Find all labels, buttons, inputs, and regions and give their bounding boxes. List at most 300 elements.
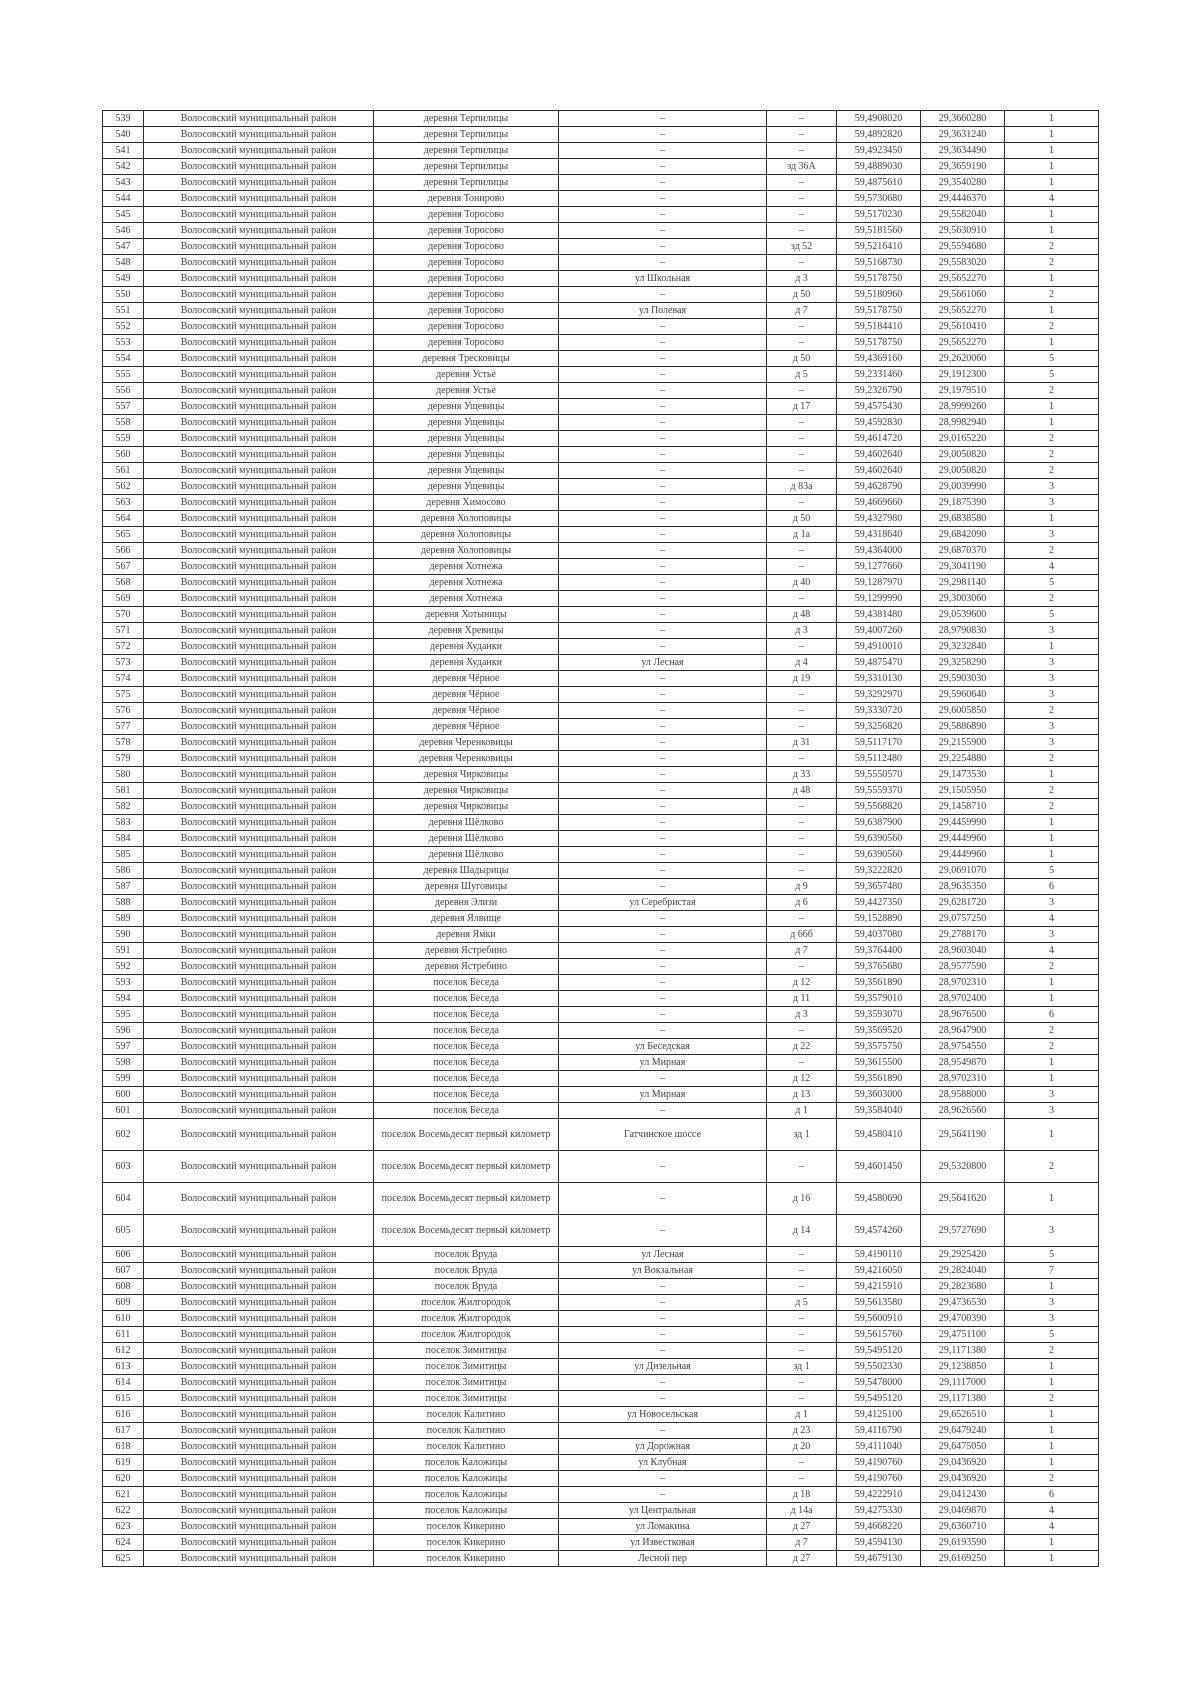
cell-latitude: 59,3569520 [837,1023,921,1039]
cell-house: д 17 [767,399,837,415]
cell-house: – [767,463,837,479]
cell-longitude: 29,1171380 [921,1391,1005,1407]
cell-district: Волосовский муниципальный район [144,911,374,927]
cell-street: – [559,127,767,143]
cell-district: Волосовский муниципальный район [144,303,374,319]
cell-locality: деревня Тресковицы [374,351,559,367]
cell-district: Волосовский муниципальный район [144,895,374,911]
cell-house: д 22 [767,1039,837,1055]
cell-district: Волосовский муниципальный район [144,463,374,479]
cell-street: ул Лесная [559,655,767,671]
cell-street: – [559,191,767,207]
table-row [103,431,1099,447]
cell-locality: деревня Торосово [374,255,559,271]
cell-district: Волосовский муниципальный район [144,1263,374,1279]
cell-row-number: 583 [103,815,144,831]
cell-district: Волосовский муниципальный район [144,111,374,127]
cell-latitude: 59,3593070 [837,1007,921,1023]
cell-latitude: 59,5559370 [837,783,921,799]
cell-locality: деревня Чирковицы [374,767,559,783]
cell-count: 1 [1005,1407,1099,1423]
cell-house: – [767,831,837,847]
cell-count: 1 [1005,335,1099,351]
cell-longitude: 29,0050820 [921,447,1005,463]
cell-latitude: 59,2331460 [837,367,921,383]
cell-row-number: 577 [103,719,144,735]
cell-street: – [559,495,767,511]
cell-latitude: 59,3561890 [837,975,921,991]
cell-latitude: 59,6390560 [837,831,921,847]
cell-longitude: 29,5630910 [921,223,1005,239]
cell-district: Волосовский муниципальный район [144,191,374,207]
table-row [103,719,1099,735]
cell-district: Волосовский муниципальный район [144,367,374,383]
cell-latitude: 59,5184410 [837,319,921,335]
cell-street: – [559,991,767,1007]
table-row [103,527,1099,543]
cell-district: Волосовский муниципальный район [144,207,374,223]
cell-district: Волосовский муниципальный район [144,175,374,191]
cell-district: Волосовский муниципальный район [144,1503,374,1519]
table-row [103,111,1099,127]
cell-street: – [559,1375,767,1391]
cell-longitude: 29,3540280 [921,175,1005,191]
cell-street: – [559,1007,767,1023]
cell-latitude: 59,4190760 [837,1471,921,1487]
cell-locality: поселок Зимитицы [374,1343,559,1359]
table-row [103,1455,1099,1471]
cell-house: зд 1 [767,1119,837,1151]
table-row [103,399,1099,415]
cell-row-number: 539 [103,111,144,127]
cell-longitude: 29,1505950 [921,783,1005,799]
cell-row-number: 557 [103,399,144,415]
cell-house: д 1а [767,527,837,543]
cell-row-number: 591 [103,943,144,959]
cell-latitude: 59,4602640 [837,447,921,463]
cell-row-number: 595 [103,1007,144,1023]
cell-count: 1 [1005,1359,1099,1375]
cell-district: Волосовский муниципальный район [144,1407,374,1423]
cell-latitude: 59,4216050 [837,1263,921,1279]
cell-district: Волосовский муниципальный район [144,1439,374,1455]
cell-street: – [559,255,767,271]
cell-row-number: 620 [103,1471,144,1487]
cell-row-number: 598 [103,1055,144,1071]
cell-latitude: 59,5112480 [837,751,921,767]
cell-locality: деревня Ялвище [374,911,559,927]
cell-longitude: 28,9577590 [921,959,1005,975]
cell-street: – [559,975,767,991]
cell-house: д 19 [767,671,837,687]
table-row [103,655,1099,671]
cell-count: 6 [1005,879,1099,895]
cell-house: – [767,447,837,463]
cell-district: Волосовский муниципальный район [144,271,374,287]
table-row [103,1407,1099,1423]
cell-district: Волосовский муниципальный район [144,431,374,447]
cell-house: – [767,111,837,127]
cell-longitude: 29,2620060 [921,351,1005,367]
cell-row-number: 599 [103,1071,144,1087]
cell-count: 3 [1005,735,1099,751]
cell-district: Волосовский муниципальный район [144,1343,374,1359]
cell-locality: поселок Калитино [374,1439,559,1455]
table-row [103,1311,1099,1327]
cell-locality: деревня Черенковицы [374,751,559,767]
cell-house: – [767,639,837,655]
cell-locality: деревня Тонирово [374,191,559,207]
cell-house: – [767,335,837,351]
cell-row-number: 619 [103,1455,144,1471]
cell-count: 5 [1005,863,1099,879]
cell-house: д 33 [767,767,837,783]
cell-street: ул Новосельская [559,1407,767,1423]
cell-locality: деревня Холоповицы [374,543,559,559]
cell-house: – [767,207,837,223]
cell-locality: деревня Химосово [374,495,559,511]
cell-count: 5 [1005,607,1099,623]
cell-street: – [559,783,767,799]
cell-row-number: 551 [103,303,144,319]
cell-count: 1 [1005,1375,1099,1391]
cell-street: ул Беседская [559,1039,767,1055]
cell-latitude: 59,4580690 [837,1183,921,1215]
cell-district: Волосовский муниципальный район [144,399,374,415]
cell-district: Волосовский муниципальный район [144,783,374,799]
cell-latitude: 59,4592830 [837,415,921,431]
cell-longitude: 28,9702310 [921,975,1005,991]
cell-row-number: 604 [103,1183,144,1215]
cell-house: – [767,1055,837,1071]
cell-locality: деревня Чёрное [374,703,559,719]
cell-street: – [559,431,767,447]
cell-count: 5 [1005,575,1099,591]
cell-row-number: 572 [103,639,144,655]
cell-district: Волосовский муниципальный район [144,159,374,175]
cell-longitude: 29,0539600 [921,607,1005,623]
cell-row-number: 624 [103,1535,144,1551]
cell-longitude: 29,6005850 [921,703,1005,719]
cell-district: Волосовский муниципальный район [144,1087,374,1103]
cell-longitude: 29,2155900 [921,735,1005,751]
cell-district: Волосовский муниципальный район [144,671,374,687]
cell-count: 3 [1005,687,1099,703]
table-row [103,383,1099,399]
cell-house: – [767,799,837,815]
cell-row-number: 552 [103,319,144,335]
cell-house: д 5 [767,1295,837,1311]
cell-row-number: 563 [103,495,144,511]
cell-locality: поселок Каложицы [374,1487,559,1503]
cell-street: – [559,1183,767,1215]
cell-count: 1 [1005,847,1099,863]
cell-locality: поселок Беседа [374,1071,559,1087]
cell-street: – [559,111,767,127]
cell-house: – [767,1151,837,1183]
cell-street: – [559,767,767,783]
cell-locality: поселок Беседа [374,1103,559,1119]
cell-count: 1 [1005,975,1099,991]
cell-house: – [767,1375,837,1391]
cell-longitude: 29,5641620 [921,1183,1005,1215]
cell-house: – [767,591,837,607]
table-row [103,1551,1099,1567]
cell-street: – [559,607,767,623]
cell-longitude: 29,1875390 [921,495,1005,511]
cell-longitude: 29,0050820 [921,463,1005,479]
cell-district: Волосовский муниципальный район [144,575,374,591]
cell-count: 3 [1005,1311,1099,1327]
cell-street: – [559,575,767,591]
cell-row-number: 550 [103,287,144,303]
table-row [103,703,1099,719]
cell-latitude: 59,4628790 [837,479,921,495]
table-row [103,927,1099,943]
cell-street: – [559,799,767,815]
table-row [103,1151,1099,1183]
cell-row-number: 545 [103,207,144,223]
cell-longitude: 29,3041190 [921,559,1005,575]
cell-count: 2 [1005,1023,1099,1039]
cell-count: 1 [1005,1279,1099,1295]
table-row [103,895,1099,911]
cell-row-number: 616 [103,1407,144,1423]
cell-street: – [559,1327,767,1343]
cell-longitude: 29,0436920 [921,1471,1005,1487]
cell-count: 2 [1005,1343,1099,1359]
cell-house: – [767,1327,837,1343]
cell-street: – [559,1023,767,1039]
table-row [103,623,1099,639]
table-row [103,575,1099,591]
cell-count: 3 [1005,719,1099,735]
cell-street: – [559,207,767,223]
cell-street: – [559,367,767,383]
cell-latitude: 59,5216410 [837,239,921,255]
cell-locality: деревня Ямки [374,927,559,943]
cell-latitude: 59,5495120 [837,1391,921,1407]
cell-district: Волосовский муниципальный район [144,959,374,975]
cell-row-number: 603 [103,1151,144,1183]
cell-district: Волосовский муниципальный район [144,143,374,159]
cell-latitude: 59,3657480 [837,879,921,895]
cell-street: – [559,159,767,175]
cell-district: Волосовский муниципальный район [144,1327,374,1343]
cell-house: д 7 [767,1535,837,1551]
table-row [103,1327,1099,1343]
cell-latitude: 59,3575750 [837,1039,921,1055]
table-row [103,1087,1099,1103]
cell-house: д 3 [767,271,837,287]
table-row [103,607,1099,623]
cell-count: 1 [1005,991,1099,1007]
cell-count: 2 [1005,239,1099,255]
cell-locality: деревня Шёлково [374,847,559,863]
cell-row-number: 586 [103,863,144,879]
cell-count: 1 [1005,127,1099,143]
cell-locality: поселок Восемьдесят первый километр [374,1183,559,1215]
table-row [103,591,1099,607]
cell-count: 2 [1005,543,1099,559]
cell-count: 2 [1005,1039,1099,1055]
cell-longitude: 29,6870370 [921,543,1005,559]
cell-district: Волосовский муниципальный район [144,1551,374,1567]
cell-count: 2 [1005,783,1099,799]
cell-count: 2 [1005,319,1099,335]
cell-count: 4 [1005,943,1099,959]
cell-locality: деревня Торосово [374,223,559,239]
cell-latitude: 59,4602640 [837,463,921,479]
cell-district: Волосовский муниципальный район [144,1183,374,1215]
cell-street: – [559,463,767,479]
cell-street: – [559,671,767,687]
cell-district: Волосовский муниципальный район [144,559,374,575]
cell-count: 2 [1005,799,1099,815]
cell-locality: деревня Терпилицы [374,111,559,127]
cell-row-number: 584 [103,831,144,847]
cell-count: 5 [1005,1327,1099,1343]
cell-street: – [559,447,767,463]
cell-count: 4 [1005,559,1099,575]
cell-street: – [559,1103,767,1119]
cell-row-number: 615 [103,1391,144,1407]
cell-count: 2 [1005,1151,1099,1183]
cell-locality: поселок Калитино [374,1423,559,1439]
cell-latitude: 59,4668220 [837,1519,921,1535]
cell-locality: поселок Зимитицы [374,1359,559,1375]
cell-locality: деревня Ущевицы [374,463,559,479]
cell-locality: поселок Беседа [374,1055,559,1071]
cell-latitude: 59,5600910 [837,1311,921,1327]
table-row [103,767,1099,783]
cell-longitude: 29,6475050 [921,1439,1005,1455]
table-row [103,1535,1099,1551]
cell-count: 1 [1005,415,1099,431]
cell-latitude: 59,5730680 [837,191,921,207]
cell-district: Волосовский муниципальный район [144,1535,374,1551]
cell-district: Волосовский муниципальный район [144,815,374,831]
cell-house: д 12 [767,1071,837,1087]
cell-row-number: 571 [103,623,144,639]
cell-longitude: 28,9790830 [921,623,1005,639]
cell-locality: поселок Зимитицы [374,1391,559,1407]
cell-locality: поселок Восемьдесят первый километр [374,1119,559,1151]
cell-street: – [559,1343,767,1359]
cell-locality: деревня Хотнежа [374,575,559,591]
cell-district: Волосовский муниципальный район [144,943,374,959]
cell-count: 3 [1005,495,1099,511]
table-row [103,463,1099,479]
cell-house: – [767,495,837,511]
cell-row-number: 621 [103,1487,144,1503]
cell-row-number: 560 [103,447,144,463]
cell-count: 1 [1005,831,1099,847]
cell-latitude: 59,4575430 [837,399,921,415]
cell-count: 1 [1005,1551,1099,1567]
cell-row-number: 596 [103,1023,144,1039]
table-row [103,1215,1099,1247]
cell-street: ул Лесная [559,1247,767,1263]
cell-street: – [559,223,767,239]
cell-count: 3 [1005,1103,1099,1119]
cell-locality: деревня Элизи [374,895,559,911]
cell-row-number: 601 [103,1103,144,1119]
cell-house: д 4 [767,655,837,671]
cell-longitude: 29,5652270 [921,335,1005,351]
cell-street: ул Полевая [559,303,767,319]
cell-house: – [767,751,837,767]
cell-row-number: 574 [103,671,144,687]
cell-street: ул Ломакина [559,1519,767,1535]
cell-count: 2 [1005,959,1099,975]
cell-longitude: 28,9676500 [921,1007,1005,1023]
cell-latitude: 59,4125100 [837,1407,921,1423]
cell-district: Волосовский муниципальный район [144,239,374,255]
table-row [103,751,1099,767]
cell-street: ул Центральная [559,1503,767,1519]
cell-house: – [767,911,837,927]
cell-district: Волосовский муниципальный район [144,927,374,943]
cell-house: д 11 [767,991,837,1007]
cell-locality: деревня Хотнежа [374,559,559,575]
cell-house: д 50 [767,351,837,367]
cell-district: Волосовский муниципальный район [144,1311,374,1327]
cell-street: – [559,847,767,863]
cell-street: – [559,735,767,751]
cell-row-number: 613 [103,1359,144,1375]
cell-latitude: 59,3615500 [837,1055,921,1071]
cell-latitude: 59,5613580 [837,1295,921,1311]
cell-latitude: 59,4275330 [837,1503,921,1519]
cell-count: 1 [1005,143,1099,159]
cell-latitude: 59,3579010 [837,991,921,1007]
cell-district: Волосовский муниципальный район [144,1071,374,1087]
cell-house: д 1 [767,1103,837,1119]
cell-latitude: 59,5502330 [837,1359,921,1375]
cell-longitude: 28,9702400 [921,991,1005,1007]
cell-district: Волосовский муниципальный район [144,991,374,1007]
cell-latitude: 59,3584040 [837,1103,921,1119]
table-body [103,111,1099,1567]
cell-count: 2 [1005,591,1099,607]
cell-street: – [559,1071,767,1087]
cell-count: 1 [1005,159,1099,175]
table-row [103,127,1099,143]
cell-count: 1 [1005,767,1099,783]
cell-street: ул Дорожная [559,1439,767,1455]
cell-street: ул Вокзальная [559,1263,767,1279]
cell-count: 7 [1005,1263,1099,1279]
cell-house: д 14а [767,1503,837,1519]
table-row [103,143,1099,159]
cell-longitude: 29,4700390 [921,1311,1005,1327]
table-row [103,1103,1099,1119]
cell-district: Волосовский муниципальный район [144,1007,374,1023]
cell-row-number: 623 [103,1519,144,1535]
cell-street: – [559,1471,767,1487]
cell-street: ул Мирная [559,1087,767,1103]
table-row [103,1391,1099,1407]
cell-house: д 9 [767,879,837,895]
cell-latitude: 59,4875470 [837,655,921,671]
cell-latitude: 59,4190110 [837,1247,921,1263]
cell-street: – [559,703,767,719]
cell-street: – [559,1295,767,1311]
cell-longitude: 29,0039990 [921,479,1005,495]
cell-row-number: 579 [103,751,144,767]
cell-latitude: 59,4923450 [837,143,921,159]
